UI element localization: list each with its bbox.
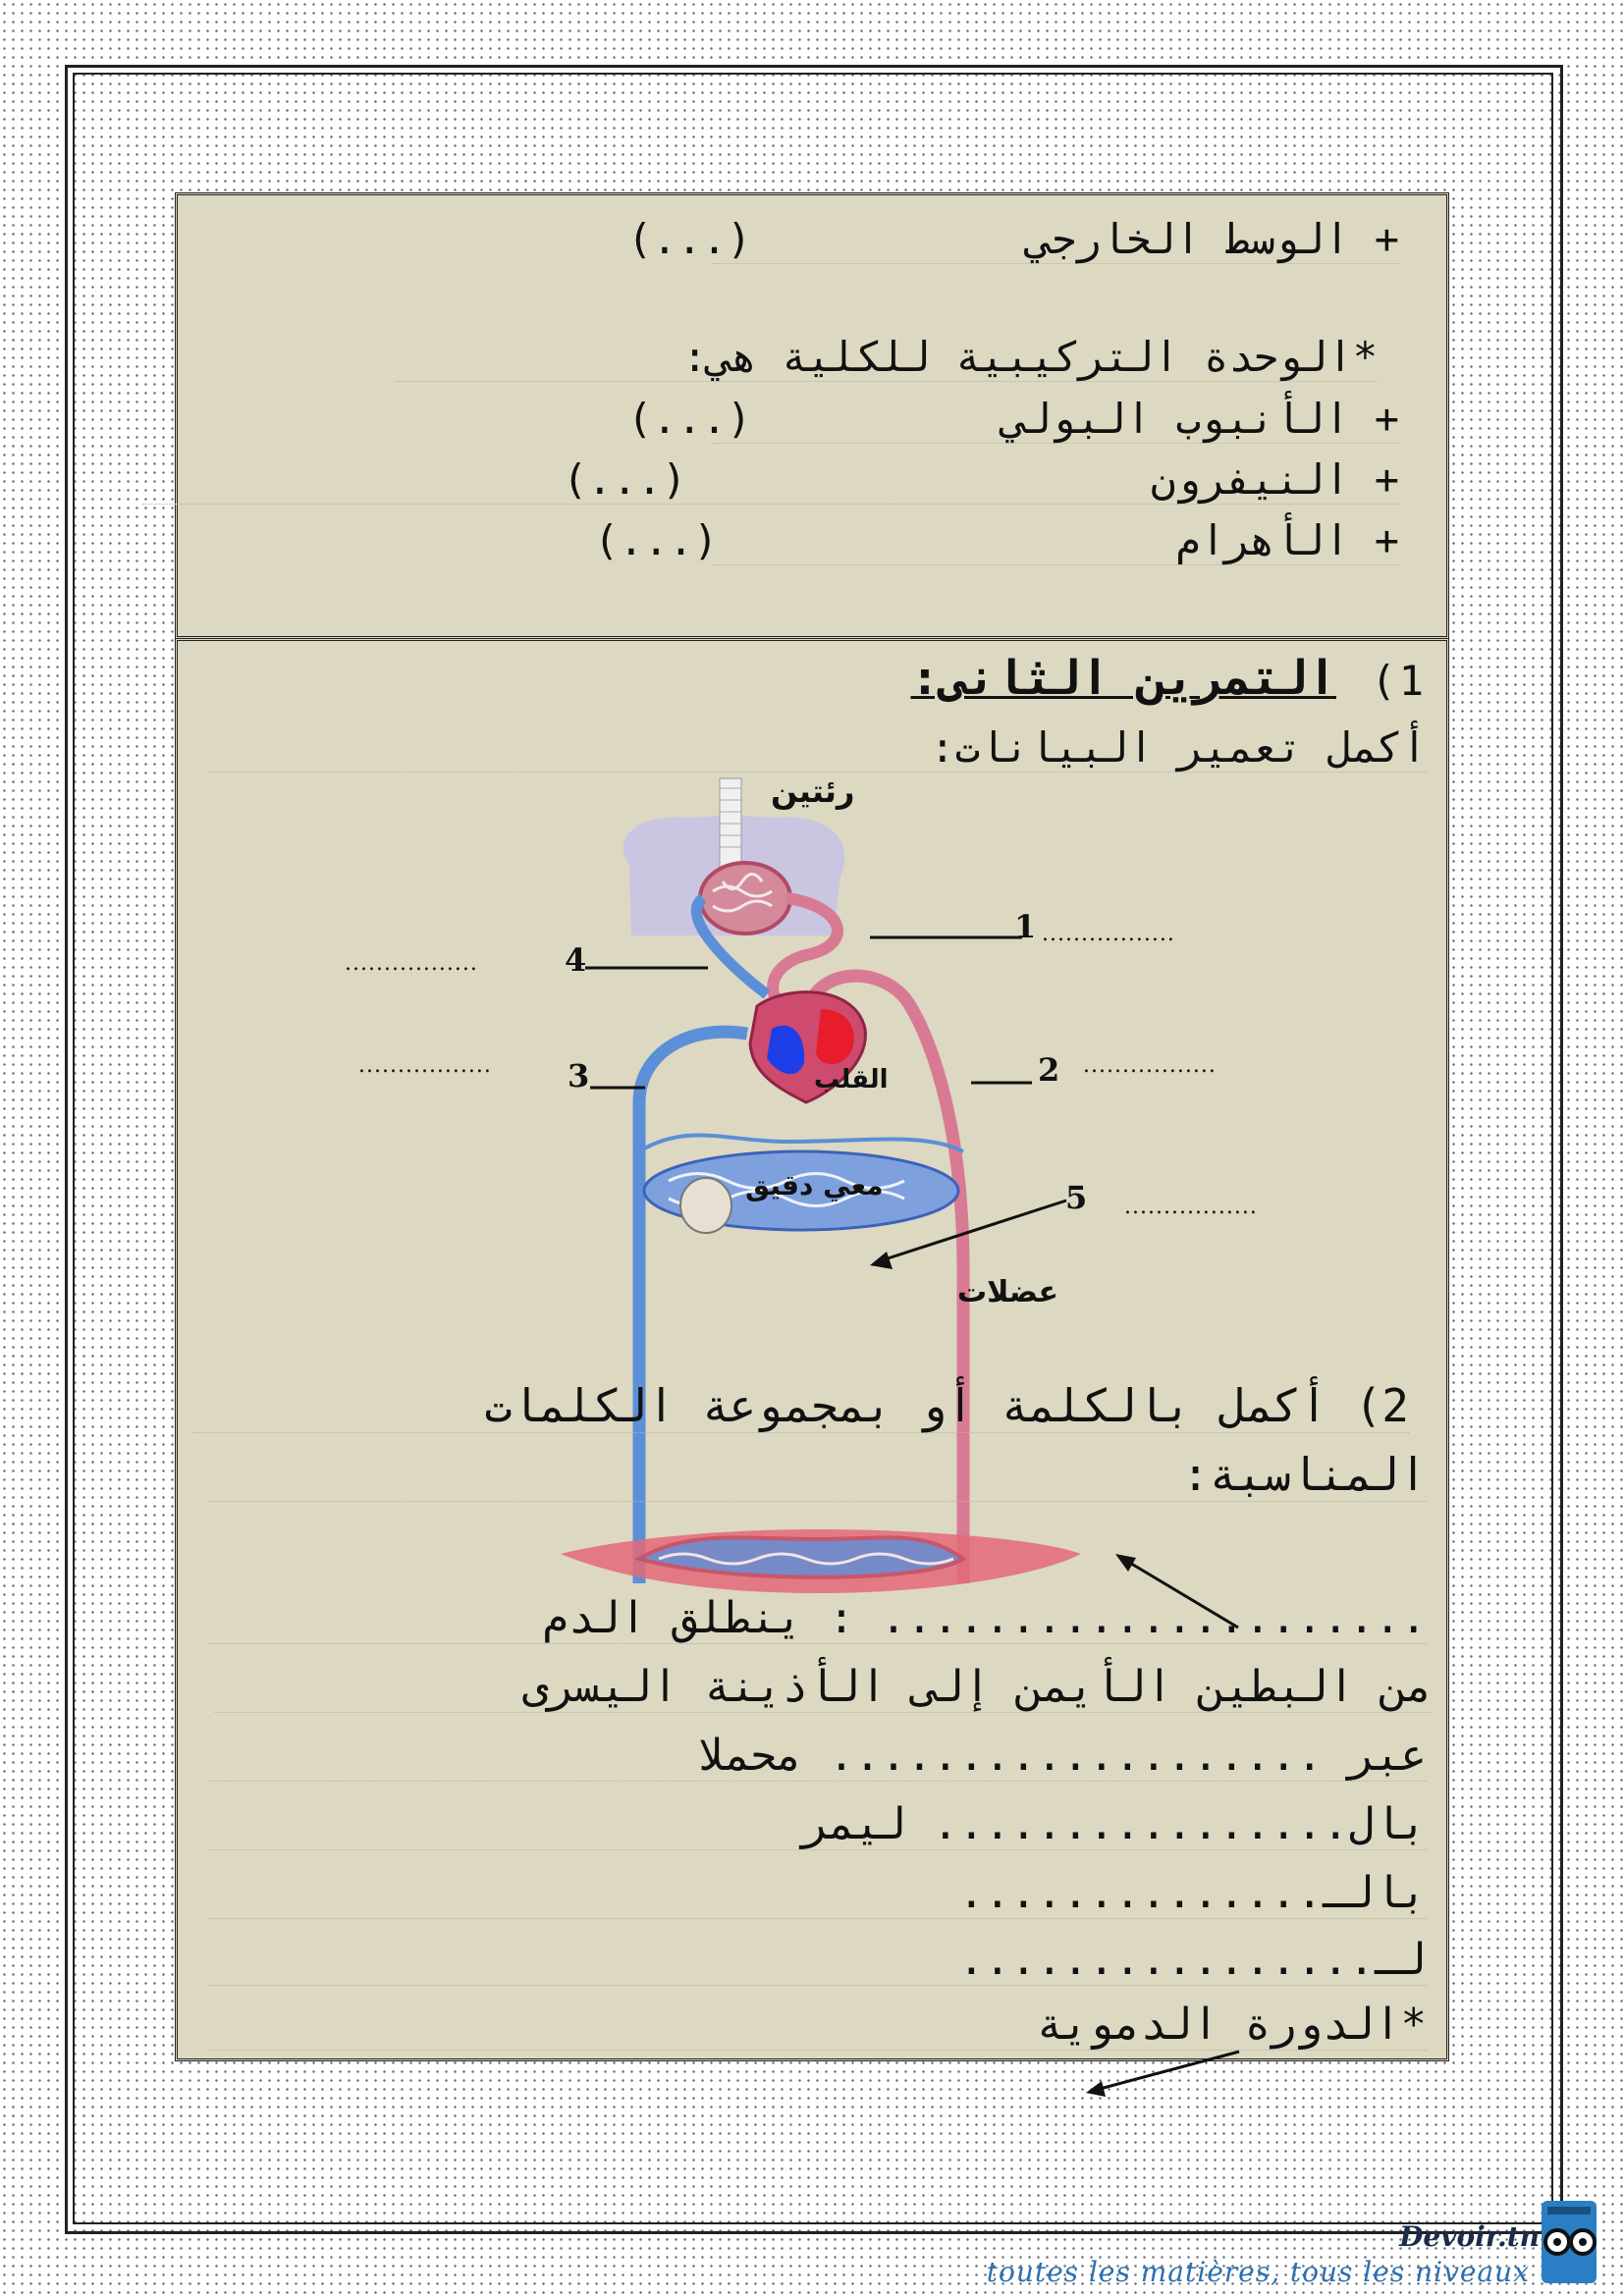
blank-urinary-tube[interactable]: (...) [627,395,752,443]
answer-dots-5[interactable]: ................. [1124,1195,1258,1219]
label-small-intestine: معي دقيق [745,1169,884,1201]
fill-line-3: عبر ................... محملا [209,1731,1427,1782]
fill-line-5: بالـ.............. [209,1868,1427,1919]
number-1: 1 [1014,908,1038,945]
blank-external-medium[interactable]: (...) [627,215,752,263]
fill-line-6: لـ................ [209,1935,1427,1986]
fill-line-1: ..................... : ينطلق الدم [209,1593,1427,1644]
option-urinary-tube: + الأنبوب البولي [712,395,1399,444]
blank-pyramids[interactable]: (...) [594,516,719,564]
number-5: 5 [1065,1179,1089,1216]
watermark-brand: Devoir.tn [1399,2220,1540,2253]
watermark-tagline: toutes les matières, tous les niveaux [986,2256,1530,2288]
number-3: 3 [568,1057,591,1095]
fill-line-7: *الدورة الدموية [209,2000,1427,2051]
number-2: 2 [1038,1051,1061,1089]
label-muscles: عضلات [957,1275,1058,1309]
option-pyramids: + الأهرام [712,516,1399,565]
part2-heading: 2) أكمل بالكلمة أو بمجموعة الكلمات [191,1379,1409,1433]
label-lungs: رئتين [771,773,855,810]
answer-dots-2[interactable]: ................. [1083,1053,1217,1078]
label-heart: القلب [814,1065,889,1095]
exercise-number: 1) [1371,657,1427,705]
number-4: 4 [565,941,588,979]
question-structural-unit: *الوحدة التركيبية للكلية هي: [396,333,1378,382]
watermark-logo-icon [1534,2197,1604,2287]
option-nephron: + النيفرون [142,455,1399,505]
option-external-medium: + الوسط الخارجي [712,215,1399,264]
part2-heading-cont: المناسبة: [209,1448,1427,1502]
answer-dots-4[interactable]: ................. [345,951,478,976]
answer-dots-3[interactable]: ................. [358,1053,492,1078]
blank-nephron[interactable]: (...) [563,455,687,504]
fill-line-2: من البطين الأيمن إلى الأذينة اليسرى [215,1662,1433,1713]
fill-line-4: بال................ ليمر [209,1799,1427,1850]
instruction-complete-labels: أكمل تعمير البيانات: [209,723,1427,773]
answer-dots-1[interactable]: ................. [1042,922,1175,946]
exercise-title-text: التمرين الثانى: [910,651,1336,706]
